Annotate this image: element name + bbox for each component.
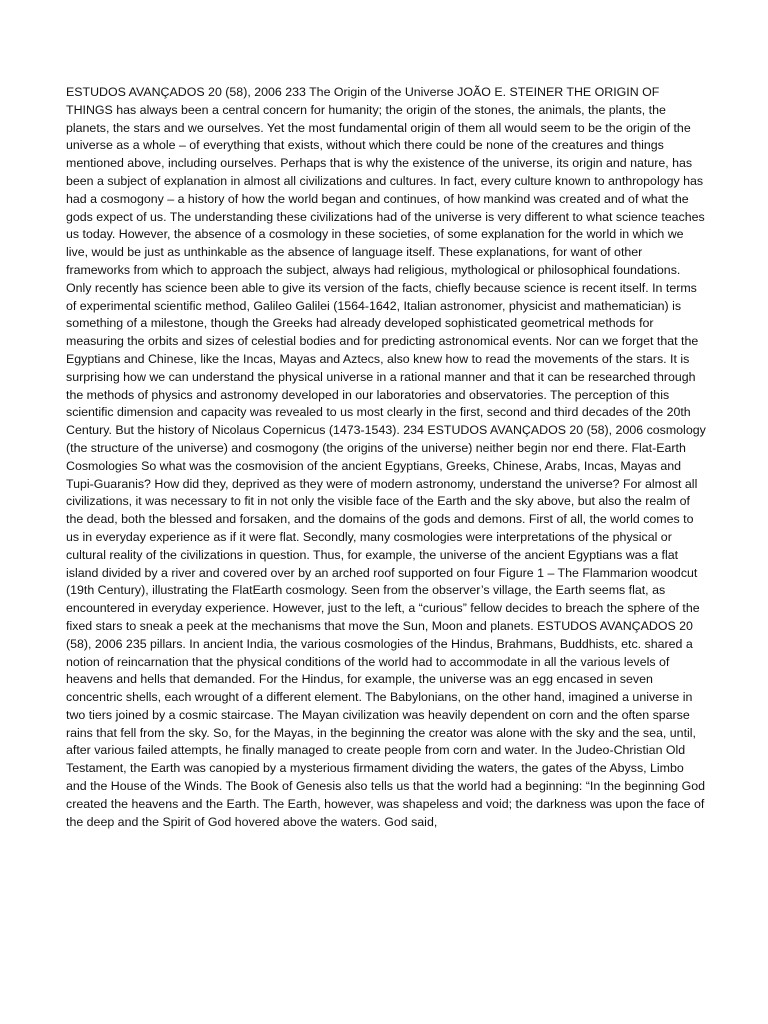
document-page bbox=[66, 84, 706, 984]
body-text: ESTUDOS AVANÇADOS 20 (58), 2006 233 The Origin of the Universe JOÃO E. STEINER THE ORIGIN OF THINGS has always been a central concern for humanity; the origin of the stones, the animals, the plants, the planets, the stars and we ourselves. Yet the most fundamental origin of them all would seem to be the origin of the universe as a whole – of everything that exists, without which there could be none of the creatures and things mentioned above, including ourselves. Perhaps that is why the existence of the universe, its origin and nature, has been a subject of explanation in almost all civilizations and cultures. In fact, every culture known to anthropology has had a cosmogony – a history of how the world began and continues, of how mankind was created and of what the gods expect of us. The understanding these civilizations had of the universe is very different to what science teaches us today. However, the absence of a cosmology in these societies, of some explanation for the world in which we live, would be just as unthinkable as the absence of language itself. These explanations, for want of other frameworks from which to approach the subject, always had religious, mythological or philosophical foundations. Only recently has science been able to give its version of the facts, chiefly because science is recent itself. In terms of experimental scientific method, Galileo Galilei (1564-1642, Italian astronomer, physicist and mathematician) is something of a milestone, though the Greeks had already developed sophisticated geometrical methods for measuring the orbits and sizes of celestial bodies and for predicting astronomical events. Nor can we forget that the Egyptians and Chinese, like the Incas, Mayas and Aztecs, also knew how to read the movements of the stars. It is surprising how we can understand the physical universe in a rational manner and that it can be researched through the methods of physics and astronomy developed in our laboratories and observatories. The perception of this scientific dimension and capacity was revealed to us most clearly in the first, second and third decades of the 20th Century. But the history of Nicolaus Copernicus (1473-1543). 234 ESTUDOS AVANÇADOS 20 (58), 2006 cosmology (the structure of the universe) and cosmogony (the origins of the universe) neither begin nor end there. Flat-Earth Cosmologies So what was the cosmovision of the ancient Egyptians, Greeks, Chinese, Arabs, Incas, Mayas and Tupi-Guaranis? How did they, deprived as they were of modern astronomy, understand the universe? For almost all civilizations, it was necessary to fit in not only the visible face of the Earth and the sky above, but also the realm of the dead, both the blessed and forsaken, and the domains of the gods and demons. First of all, the world comes to us in everyday experience as if it were flat. Secondly, many cosmologies were interpretations of the physical or cultural reality of the civilizations in question. Thus, for example, the universe of the ancient Egyptians was a flat island divided by a river and covered over by an arched roof supported on four Figure 1 – The Flammarion woodcut (19th Century), illustrating the FlatEarth cosmology. Seen from the observer’s village, the Earth seems flat, as encountered in everyday experience. However, just to the left, a “curious” fellow decides to breach the sphere of the fixed stars to sneak a peek at the mechanisms that move the Sun, Moon and planets. ESTUDOS AVANÇADOS 20 (58), 2006 235 pillars. In ancient India, the various cosmologies of the Hindus, Brahmans, Buddhists, etc. shared a notion of reincarnation that the physical conditions of the world had to accommodate in all the various levels of heavens and hells that demanded. For the Hindus, for example, the universe was an egg encased in seven concentric shells, each wrought of a different element. The Babylonians, on the other hand, imagined a universe in two tiers joined by a cosmic staircase. The Mayan civilization was heavily dependent on corn and the often sparse rains that fell from the sky. So, for the Mayas, in the beginning the creator was alone with the sky and the sea, until, after various failed attempts, he finally managed to create people from corn and water. In the Judeo-Christian Old Testament, the Earth was canopied by a mysterious firmament dividing the waters, the gates of the Abyss, Limbo and the House of the Winds. The Book of Genesis also tells us that the world had a beginning: “In the beginning God created the heavens and the Earth. The Earth, however, was shapeless and void; the darkness was upon the face of the deep and the Spirit of God hovered above the waters. God said, bbox=[66, 85, 706, 829]
